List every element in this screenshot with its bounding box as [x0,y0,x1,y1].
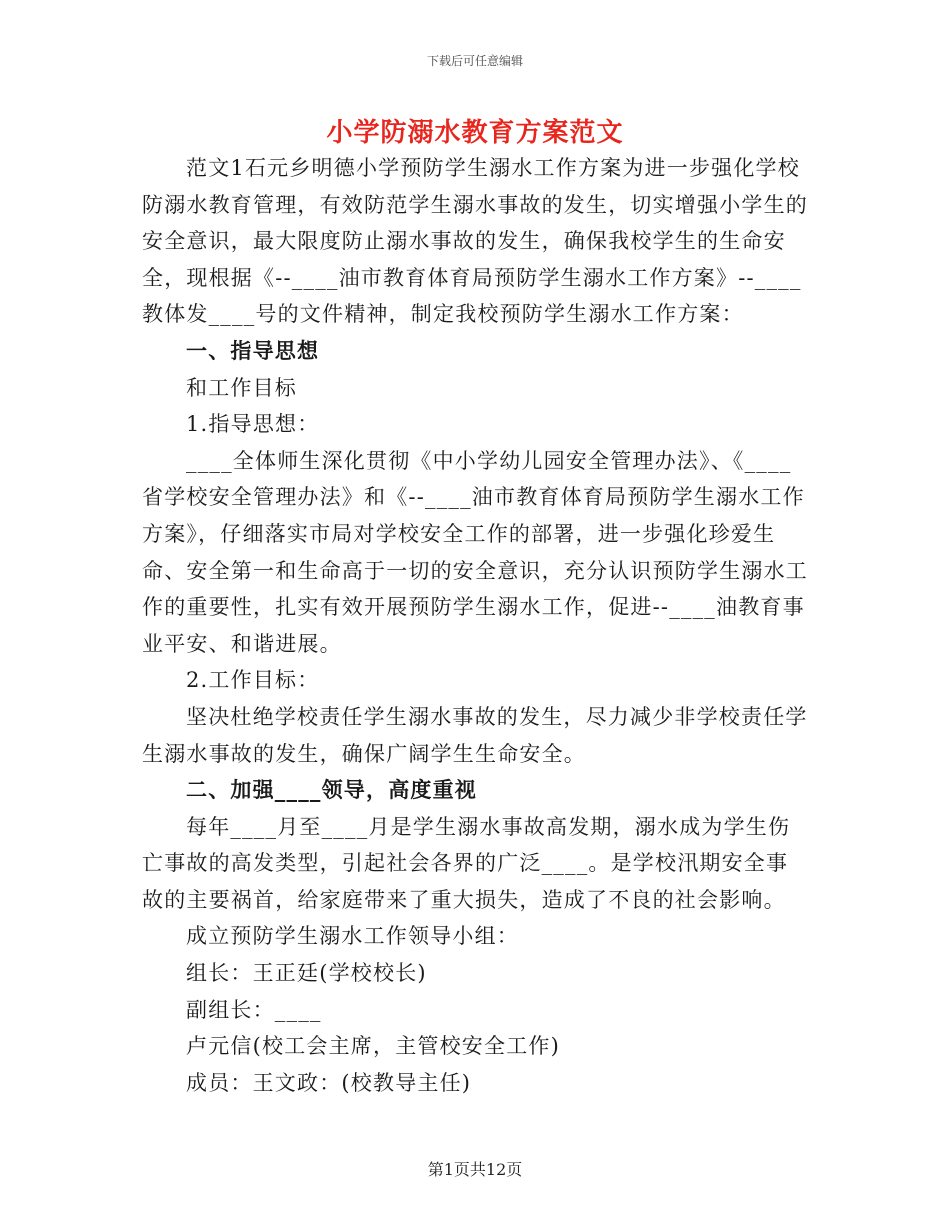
deputy-leader-detail: 卢元信(校工会主席，主管校安全工作) [186,1034,560,1059]
section-heading-1-cont: 和工作目标 [186,375,297,400]
season-paragraph: 每年____月至____月是学生溺水事故高发期，溺水成为学生伤亡事故的高发类型，引起社会各界的广泛____。是学校汛期安全事故的主要祸首，给家庭带来了重大损失，造成了不良的社会影响。 [142,814,791,912]
document-title: 小学防溺水教育方案范文 [326,118,624,148]
section-heading-1: 一、指导思想 [186,337,320,363]
group-members: 成员：王文政：(校教导主任) [186,1070,472,1095]
intro-paragraph: 范文1石元乡明德小学预防学生溺水工作方案为进一步强化学校防溺水教育管理，有效防范学生溺水事故的发生，切实增强小学生的安全意识，最大限度防止溺水事故的发生，确保我校学生的生命安全，现根据《--____油市教育体育局预防学生溺水工作方案》--____教体发____号的文件精神，制定我校预防学生溺水工作方案： [142,156,808,327]
subheading-work-goal: 2.工作目标： [186,668,320,693]
header-note: 下载后可任意编辑 [426,54,523,68]
group-intro: 成立预防学生溺水工作领导小组： [186,924,519,949]
group-leader: 组长：王正廷(学校校长) [186,961,427,986]
section-heading-2: 二、加强____领导，高度重视 [186,777,477,803]
document-body [142,150,810,1101]
page-number: 第1页共12页 [427,1160,523,1179]
deputy-leader: 副组长：____ [186,997,322,1022]
subheading-guiding-thought: 1.指导思想： [186,412,320,437]
work-goal-paragraph: 坚决杜绝学校责任学生溺水事故的发生，尽力减少非学校责任学生溺水事故的发生，确保广阔学生生命安全。 [142,704,808,766]
guiding-thought-paragraph: ____全体师生深化贯彻《中小学幼儿园安全管理办法》、《____省学校安全管理办法》和《--____油市教育体育局预防学生溺水工作方案》，仔细落实市局对学校安全工作的部署，进一步强化珍爱生命、安全第一和生命高于一切的安全意识，充分认识预防学生溺水工作的重要性，扎实有效开展预防学生溺水工作，促进--____油教育事业平安、和谐进展。 [142,448,808,656]
